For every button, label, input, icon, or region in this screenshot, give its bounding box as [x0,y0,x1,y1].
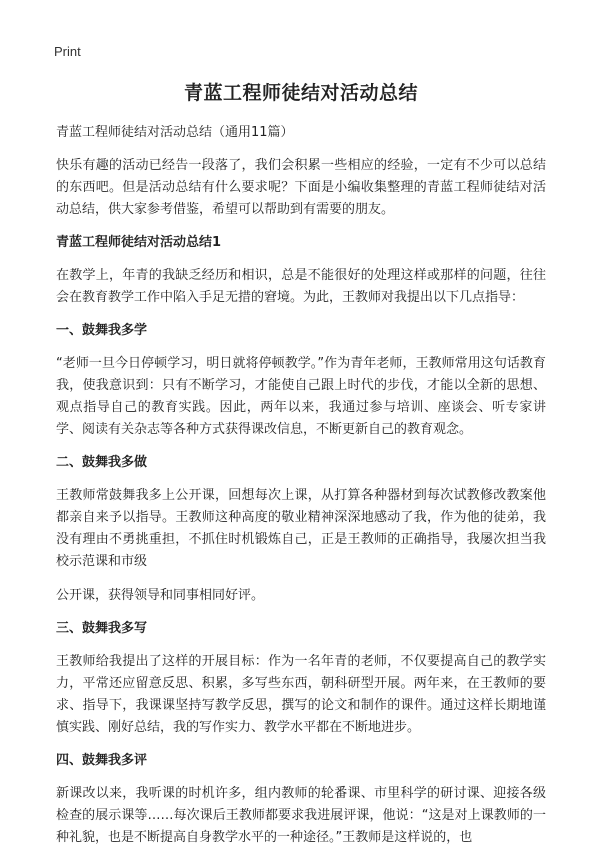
intro-paragraph: 快乐有趣的活动已经告一段落了，我们会积累一些相应的经验，一定有不少可以总结的东西吧。但是活动总结有什么要求呢？下面是小编收集整理的青蓝工程师徒结对活动总结，供大家参考借鉴，希望可以帮助到有需要的朋友。 [56,158,546,217]
paragraph: “老师一旦今日停顿学习，明日就将停顿教学。”作为青年老师，王教师常用这句话教育我，使我意识到：只有不断学习，才能使自己跟上时代的步伐，才能以全新的思想、观点指导自己的教育实践。因此，两年以来，我通过参与培训、座谈会、听专家讲学、阅读有关杂志等各种方式获得课改信息，不断更新自己的教育观念。 [56,356,546,437]
subheading-do: 二、鼓舞我多做 [56,455,148,470]
paragraph: 在教学上，年青的我缺乏经历和相识，总是不能很好的处理这样或那样的问题，往往会在教育教学工作中陷入手足无措的窘境。为此，王教师对我提出以下几点指导： [56,268,546,305]
paragraph: 王教师给我提出了这样的开展目标：作为一名年青的老师，不仅要提高自己的教学实力，平常还应留意反思、积累，多写些东西，朝科研型开展。两年来，在王教师的要求、指导下，我课课坚持写教学反思，撰写的论文和制作的课件。通过这样长期地谨慎实践、刚好总结，我的写作实力、教学水平都在不断地进步。 [56,654,546,735]
subtitle: 青蓝工程师徒结对活动总结（通用11篇） [56,125,294,140]
section-heading: 青蓝工程师徒结对活动总结1 [56,235,222,250]
page-title: 青蓝工程师徒结对活动总结 [183,82,418,104]
paragraph: 新课改以来，我听课的时机许多，组内教师的轮番课、市里科学的研讨课、迎接各级检查的展示课等……每次课后王教师都要求我进展评课，他说：“这是对上课教师的一种礼貌，也是不断提高自身教学水平的一种途径。”王教师是这样说的，也 [56,786,546,845]
subheading-evaluate: 四、鼓舞我多评 [56,753,148,768]
subheading-learn: 一、鼓舞我多学 [56,323,148,338]
paragraph: 公开课，获得领导和同事相同好评。 [56,588,265,603]
print-link[interactable]: Print [54,44,81,59]
subheading-write: 三、鼓舞我多写 [56,621,148,636]
document-body [56,78,546,861]
paragraph: 王教师常鼓舞我多上公开课，回想每次上课，从打算各种器材到每次试教修改教案他都亲自来予以指导。王教师这种高度的敬业精神深深地感动了我，作为他的徒弟，我没有理由不勇挑重担，不抓住时机锻炼自己，正是王教师的正确指导，我屡次担当我校示范课和市级 [56,488,546,569]
